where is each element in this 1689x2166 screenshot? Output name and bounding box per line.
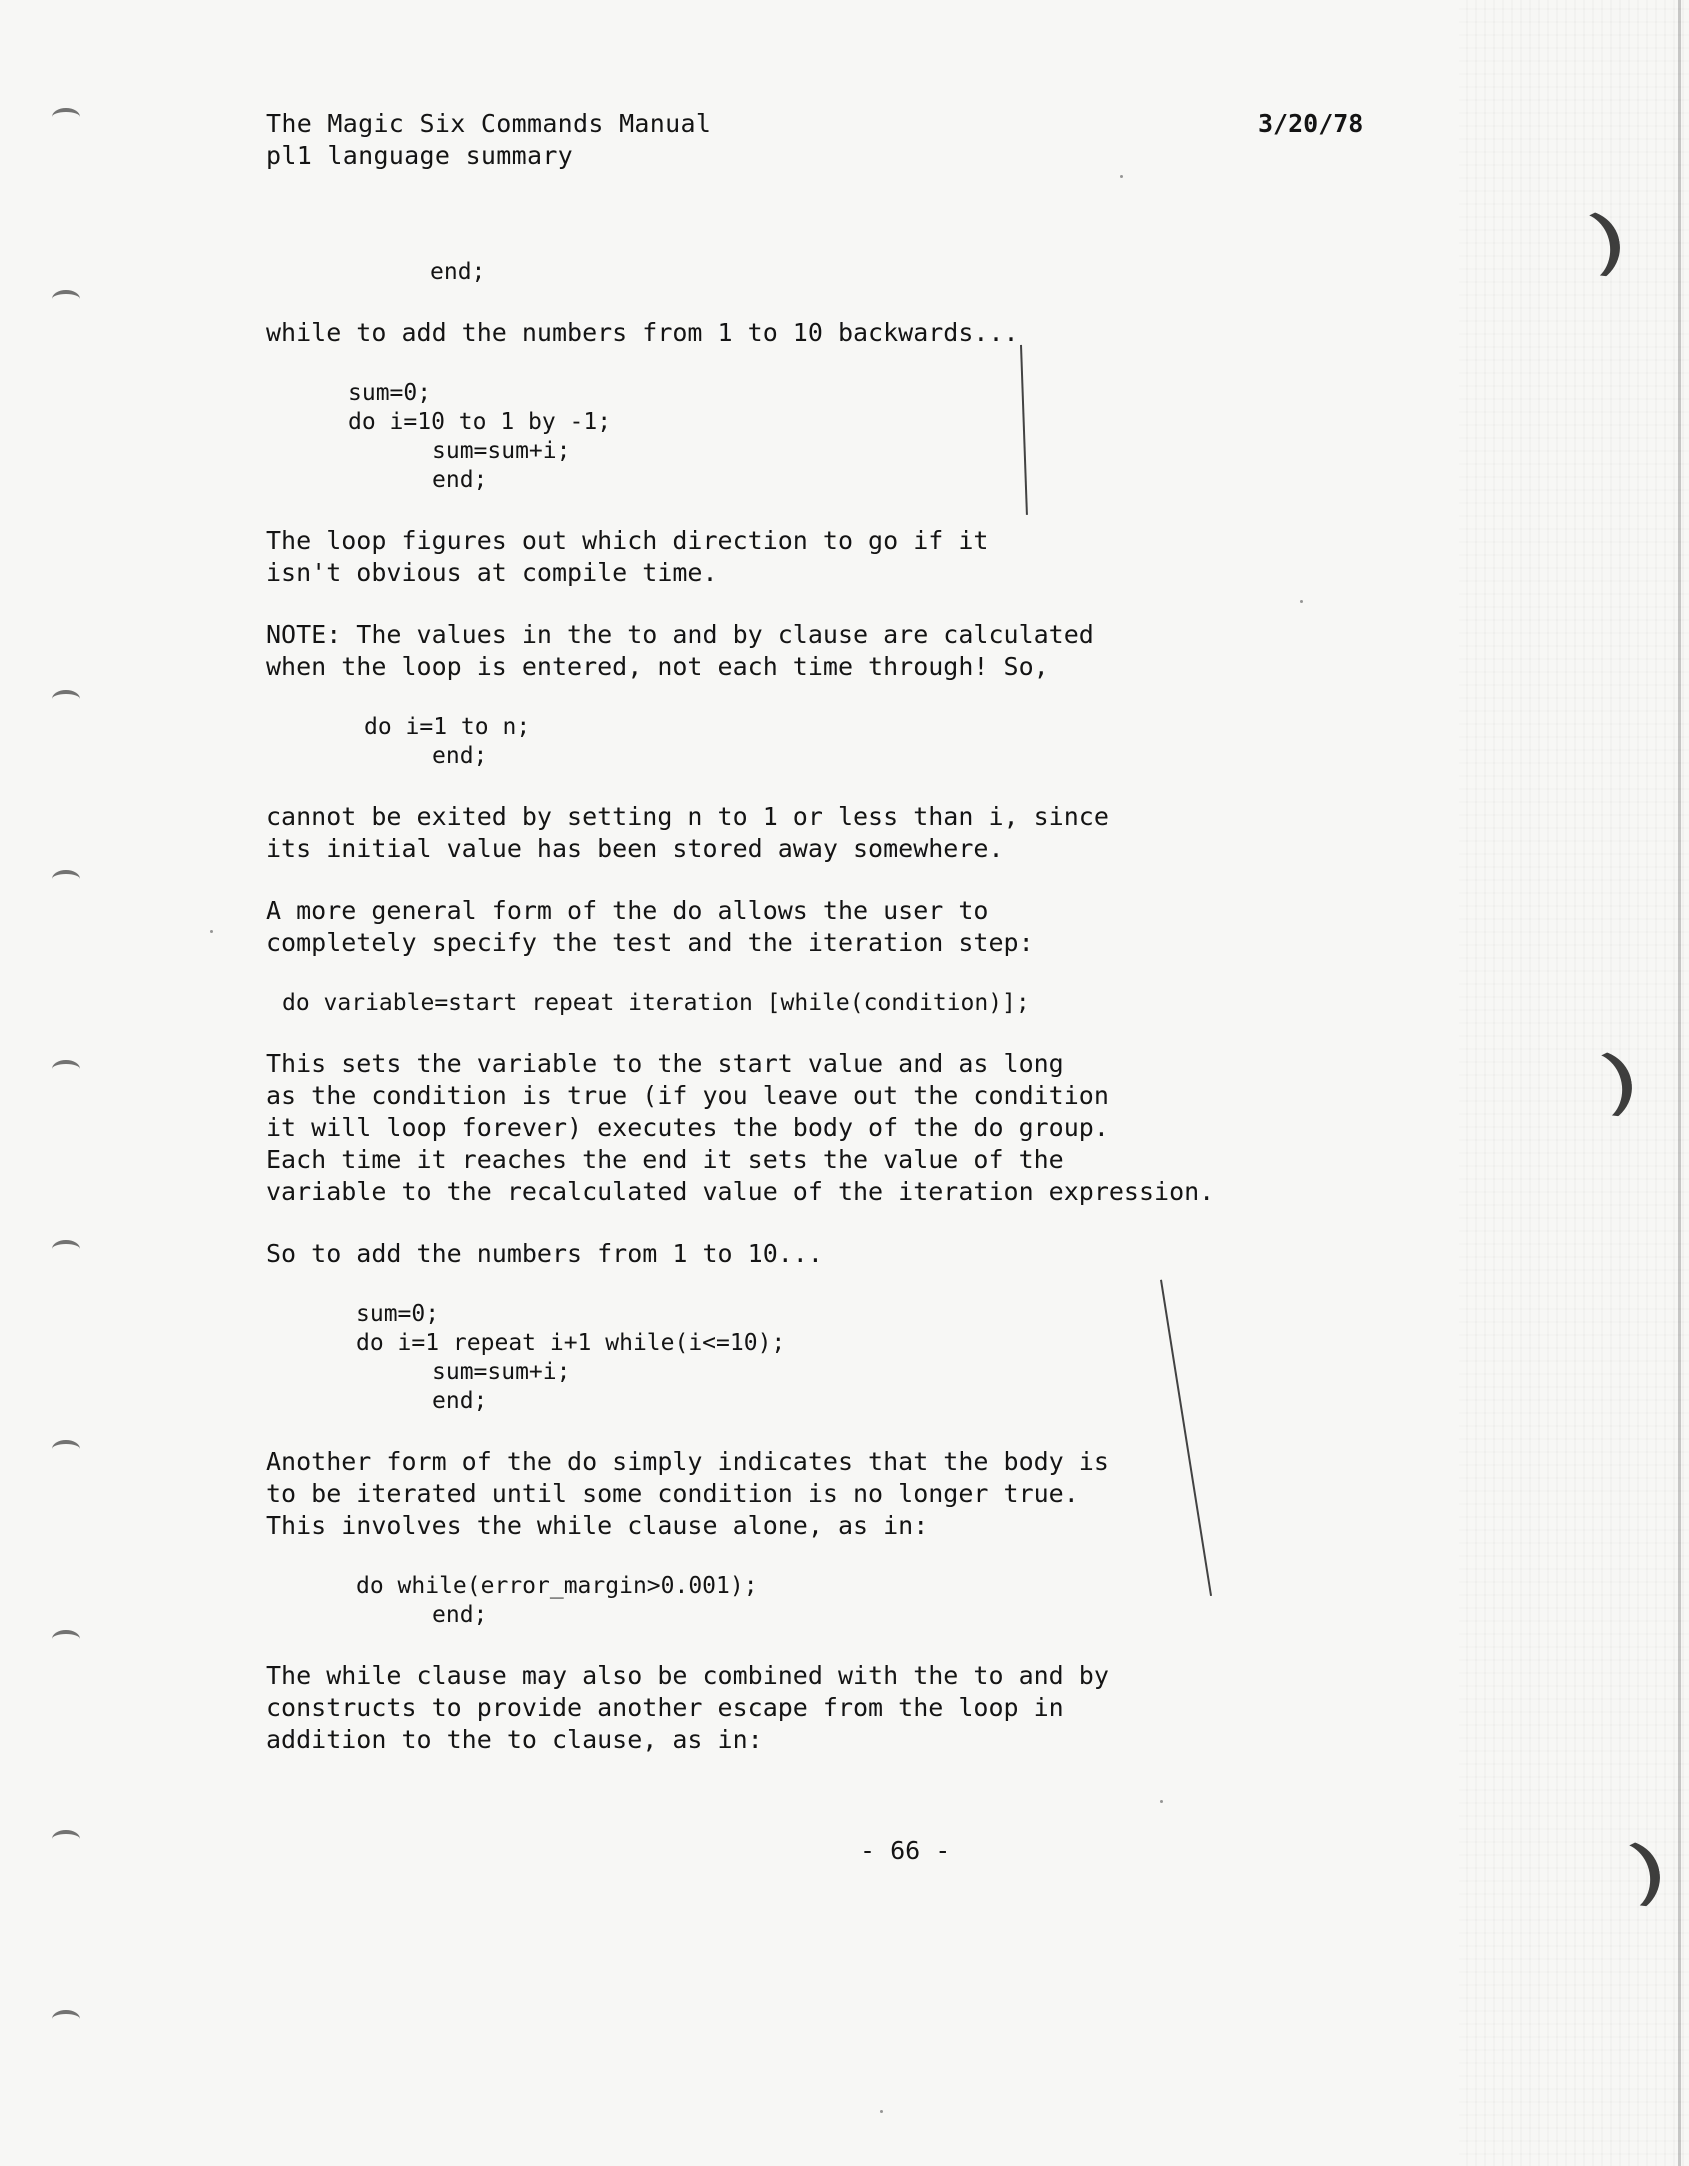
scan-speck	[1160, 1800, 1163, 1803]
code-line: do while(error_margin>0.001);	[356, 1573, 758, 1599]
margin-mark-icon	[52, 1630, 80, 1648]
code-line: end;	[432, 1388, 488, 1414]
code-block-while	[266, 1572, 1306, 1630]
code-line: sum=0;	[348, 380, 432, 406]
header-date: 3/20/78	[1258, 109, 1364, 138]
paragraph-direction	[266, 525, 1306, 589]
text-line: isn't obvious at compile time.	[266, 558, 718, 587]
text-line: completely specify the test and the iteration step:	[266, 928, 1034, 957]
margin-mark-icon	[52, 290, 80, 308]
code-line: sum=0;	[356, 1301, 440, 1327]
code-block-note	[266, 713, 1306, 771]
code-line: do i=1 repeat i+1 while(i<=10);	[356, 1330, 786, 1356]
code-line: end;	[432, 467, 488, 493]
code-block-backwards	[266, 379, 1306, 495]
paragraph-sets	[266, 1048, 1306, 1208]
paragraph-combined	[266, 1660, 1306, 1756]
margin-mark-icon	[52, 1830, 80, 1848]
code-line: end;	[430, 259, 486, 285]
text-line: The while clause may also be combined with the to and by	[266, 1661, 1109, 1690]
code-line: do i=1 to n;	[364, 714, 531, 740]
paragraph-another	[266, 1446, 1306, 1542]
code-line: sum=sum+i;	[432, 438, 571, 464]
paragraph-note	[266, 619, 1306, 683]
text-line: Each time it reaches the end it sets the value of the	[266, 1145, 1064, 1174]
code-line: sum=sum+i;	[432, 1359, 571, 1385]
margin-mark-icon	[52, 108, 80, 126]
text-line: NOTE: The values in the to and by clause are calculated	[266, 620, 1094, 649]
text-line: The loop figures out which direction to go if it	[266, 526, 989, 555]
text-line: addition to the to clause, as in:	[266, 1725, 763, 1754]
scan-speck	[210, 930, 213, 933]
text-line: A more general form of the do allows the user to	[266, 896, 989, 925]
paragraph-exit	[266, 801, 1306, 865]
text-line: constructs to provide another escape from the loop in	[266, 1693, 1064, 1722]
margin-mark-icon	[52, 1440, 80, 1458]
text-line: it will loop forever) executes the body of the do group.	[266, 1113, 1109, 1142]
text-line: when the loop is entered, not each time through! So,	[266, 652, 1049, 681]
page-header	[266, 108, 711, 172]
paragraph-soadd: So to add the numbers from 1 to 10...	[266, 1239, 823, 1268]
margin-mark-icon	[52, 690, 80, 708]
page-content	[266, 258, 1306, 1756]
code-line: do i=10 to 1 by -1;	[348, 409, 612, 435]
margin-mark-icon	[52, 870, 80, 888]
code-line: end;	[432, 743, 488, 769]
margin-mark-icon	[52, 1060, 80, 1078]
code-block-repeat	[266, 1300, 1306, 1416]
margin-mark-icon	[52, 2010, 80, 2028]
text-line: variable to the recalculated value of the iteration expression.	[266, 1177, 1215, 1206]
text-line: Another form of the do simply indicates that the body is	[266, 1447, 1109, 1476]
margin-mark-icon	[52, 1240, 80, 1258]
text-line: cannot be exited by setting n to 1 or less than i, since	[266, 802, 1109, 831]
text-line: as the condition is true (if you leave out the condition	[266, 1081, 1109, 1110]
scan-speck	[880, 2110, 883, 2113]
page-number: - 66 -	[860, 1836, 951, 1865]
manual-title: The Magic Six Commands Manual	[266, 109, 712, 138]
text-line: its initial value has been stored away somewhere.	[266, 834, 1004, 863]
text-line: This involves the while clause alone, as in:	[266, 1511, 929, 1540]
code-line: end;	[432, 1602, 488, 1628]
paragraph-backwards: while to add the numbers from 1 to 10 backwards...	[266, 318, 1019, 347]
section-title: pl1 language summary	[266, 141, 574, 170]
text-line: to be iterated until some condition is no longer true.	[266, 1479, 1079, 1508]
text-line: This sets the variable to the start value and as long	[266, 1049, 1064, 1078]
code-general-syntax: do variable=start repeat iteration [while(condition)];	[282, 990, 1030, 1016]
paragraph-general	[266, 895, 1306, 959]
scan-speck	[1120, 175, 1123, 178]
